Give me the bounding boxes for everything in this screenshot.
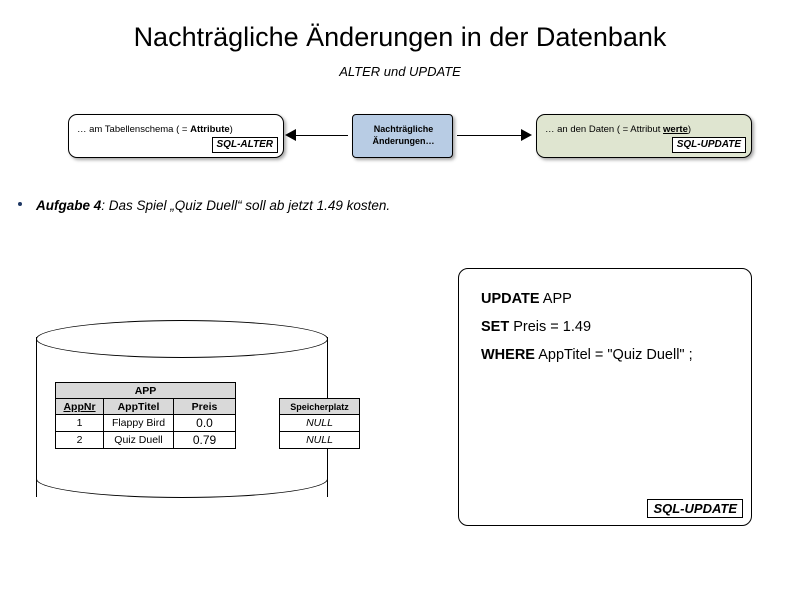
table-gap-cell [236, 415, 280, 432]
text-prefix: … am Tabellenschema ( = [77, 124, 191, 135]
task-bullet [18, 197, 618, 215]
table-gap-cell [280, 383, 360, 399]
text-bold: Attribute [190, 124, 230, 135]
status-badge-sql-update: SQL-UPDATE [672, 137, 746, 153]
cell-apptitel: Flappy Bird [104, 415, 174, 432]
arrow-line-right [457, 135, 521, 136]
text-prefix: … an den Daten ( = Attribut [545, 124, 661, 135]
table-gap-cell [236, 383, 280, 399]
diagram-box-data-text [545, 124, 691, 136]
status-badge-sql-alter: SQL-ALTER [212, 137, 278, 153]
table-row [56, 432, 360, 449]
arrow-head-left-icon [285, 129, 296, 141]
cell-appnr: 2 [56, 432, 104, 449]
status-badge-sql-update-box: SQL-UPDATE [647, 499, 743, 518]
text-suffix: ) [229, 124, 233, 135]
arrow-line-left [296, 135, 348, 136]
sql-keyword-update: UPDATE [481, 291, 540, 307]
table-header-speicherplatz: Speicherplatz [280, 399, 360, 415]
table-gap-cell [236, 399, 280, 415]
task-text [36, 197, 618, 215]
cell-speicherplatz: NULL [280, 432, 360, 449]
page-title: Nachträgliche Änderungen in der Datenbank [133, 22, 667, 52]
diagram-box-changes[interactable] [352, 114, 453, 158]
table-gap-cell [236, 432, 280, 449]
table-header-apptitel: AppTitel [104, 399, 174, 415]
text-bold-underlined: werte [663, 124, 688, 135]
diagram-box-changes-text [353, 123, 454, 147]
sql-line-1 [481, 291, 572, 307]
diagram-box-data[interactable] [536, 114, 752, 158]
table-header-preis: Preis [174, 399, 236, 415]
sql-keyword-set: SET [481, 319, 510, 335]
table-header-appnr: AppNr [56, 399, 104, 415]
center-line-1: Nachträgliche [373, 124, 434, 134]
diagram-box-table-schema-text [77, 124, 233, 136]
sql-line-3 [481, 347, 693, 363]
sql-rest-2: Preis = 1.49 [509, 319, 592, 335]
text-suffix: ) [687, 124, 692, 135]
sql-rest-3: AppTitel = "Quiz Duell" ; [534, 347, 693, 363]
cell-preis: 0.79 [174, 432, 236, 449]
sql-statement-box [458, 268, 752, 526]
cell-preis: 0.0 [174, 415, 236, 432]
sql-keyword-where: WHERE [481, 347, 535, 363]
cell-apptitel: Quiz Duell [104, 432, 174, 449]
bullet-dot-icon [18, 202, 22, 206]
diagram-box-table-schema[interactable] [68, 114, 284, 158]
table-row [56, 415, 360, 432]
table-header-row [56, 399, 360, 415]
center-line-2: Änderungen… [372, 136, 435, 146]
sql-line-2 [481, 319, 591, 335]
table-caption-row [56, 383, 360, 399]
task-description: : Das Spiel „Quiz Duell“ soll ab jetzt 1.49 kosten. [101, 198, 391, 213]
sql-rest-1: APP [539, 291, 572, 307]
table-caption: APP [56, 383, 236, 399]
app-table [55, 382, 360, 449]
page-subtitle: ALTER und UPDATE [339, 64, 461, 79]
cell-speicherplatz: NULL [280, 415, 360, 432]
arrow-head-right-icon [521, 129, 532, 141]
task-label: Aufgabe 4 [36, 198, 102, 213]
cell-appnr: 1 [56, 415, 104, 432]
cylinder-top [36, 320, 328, 358]
